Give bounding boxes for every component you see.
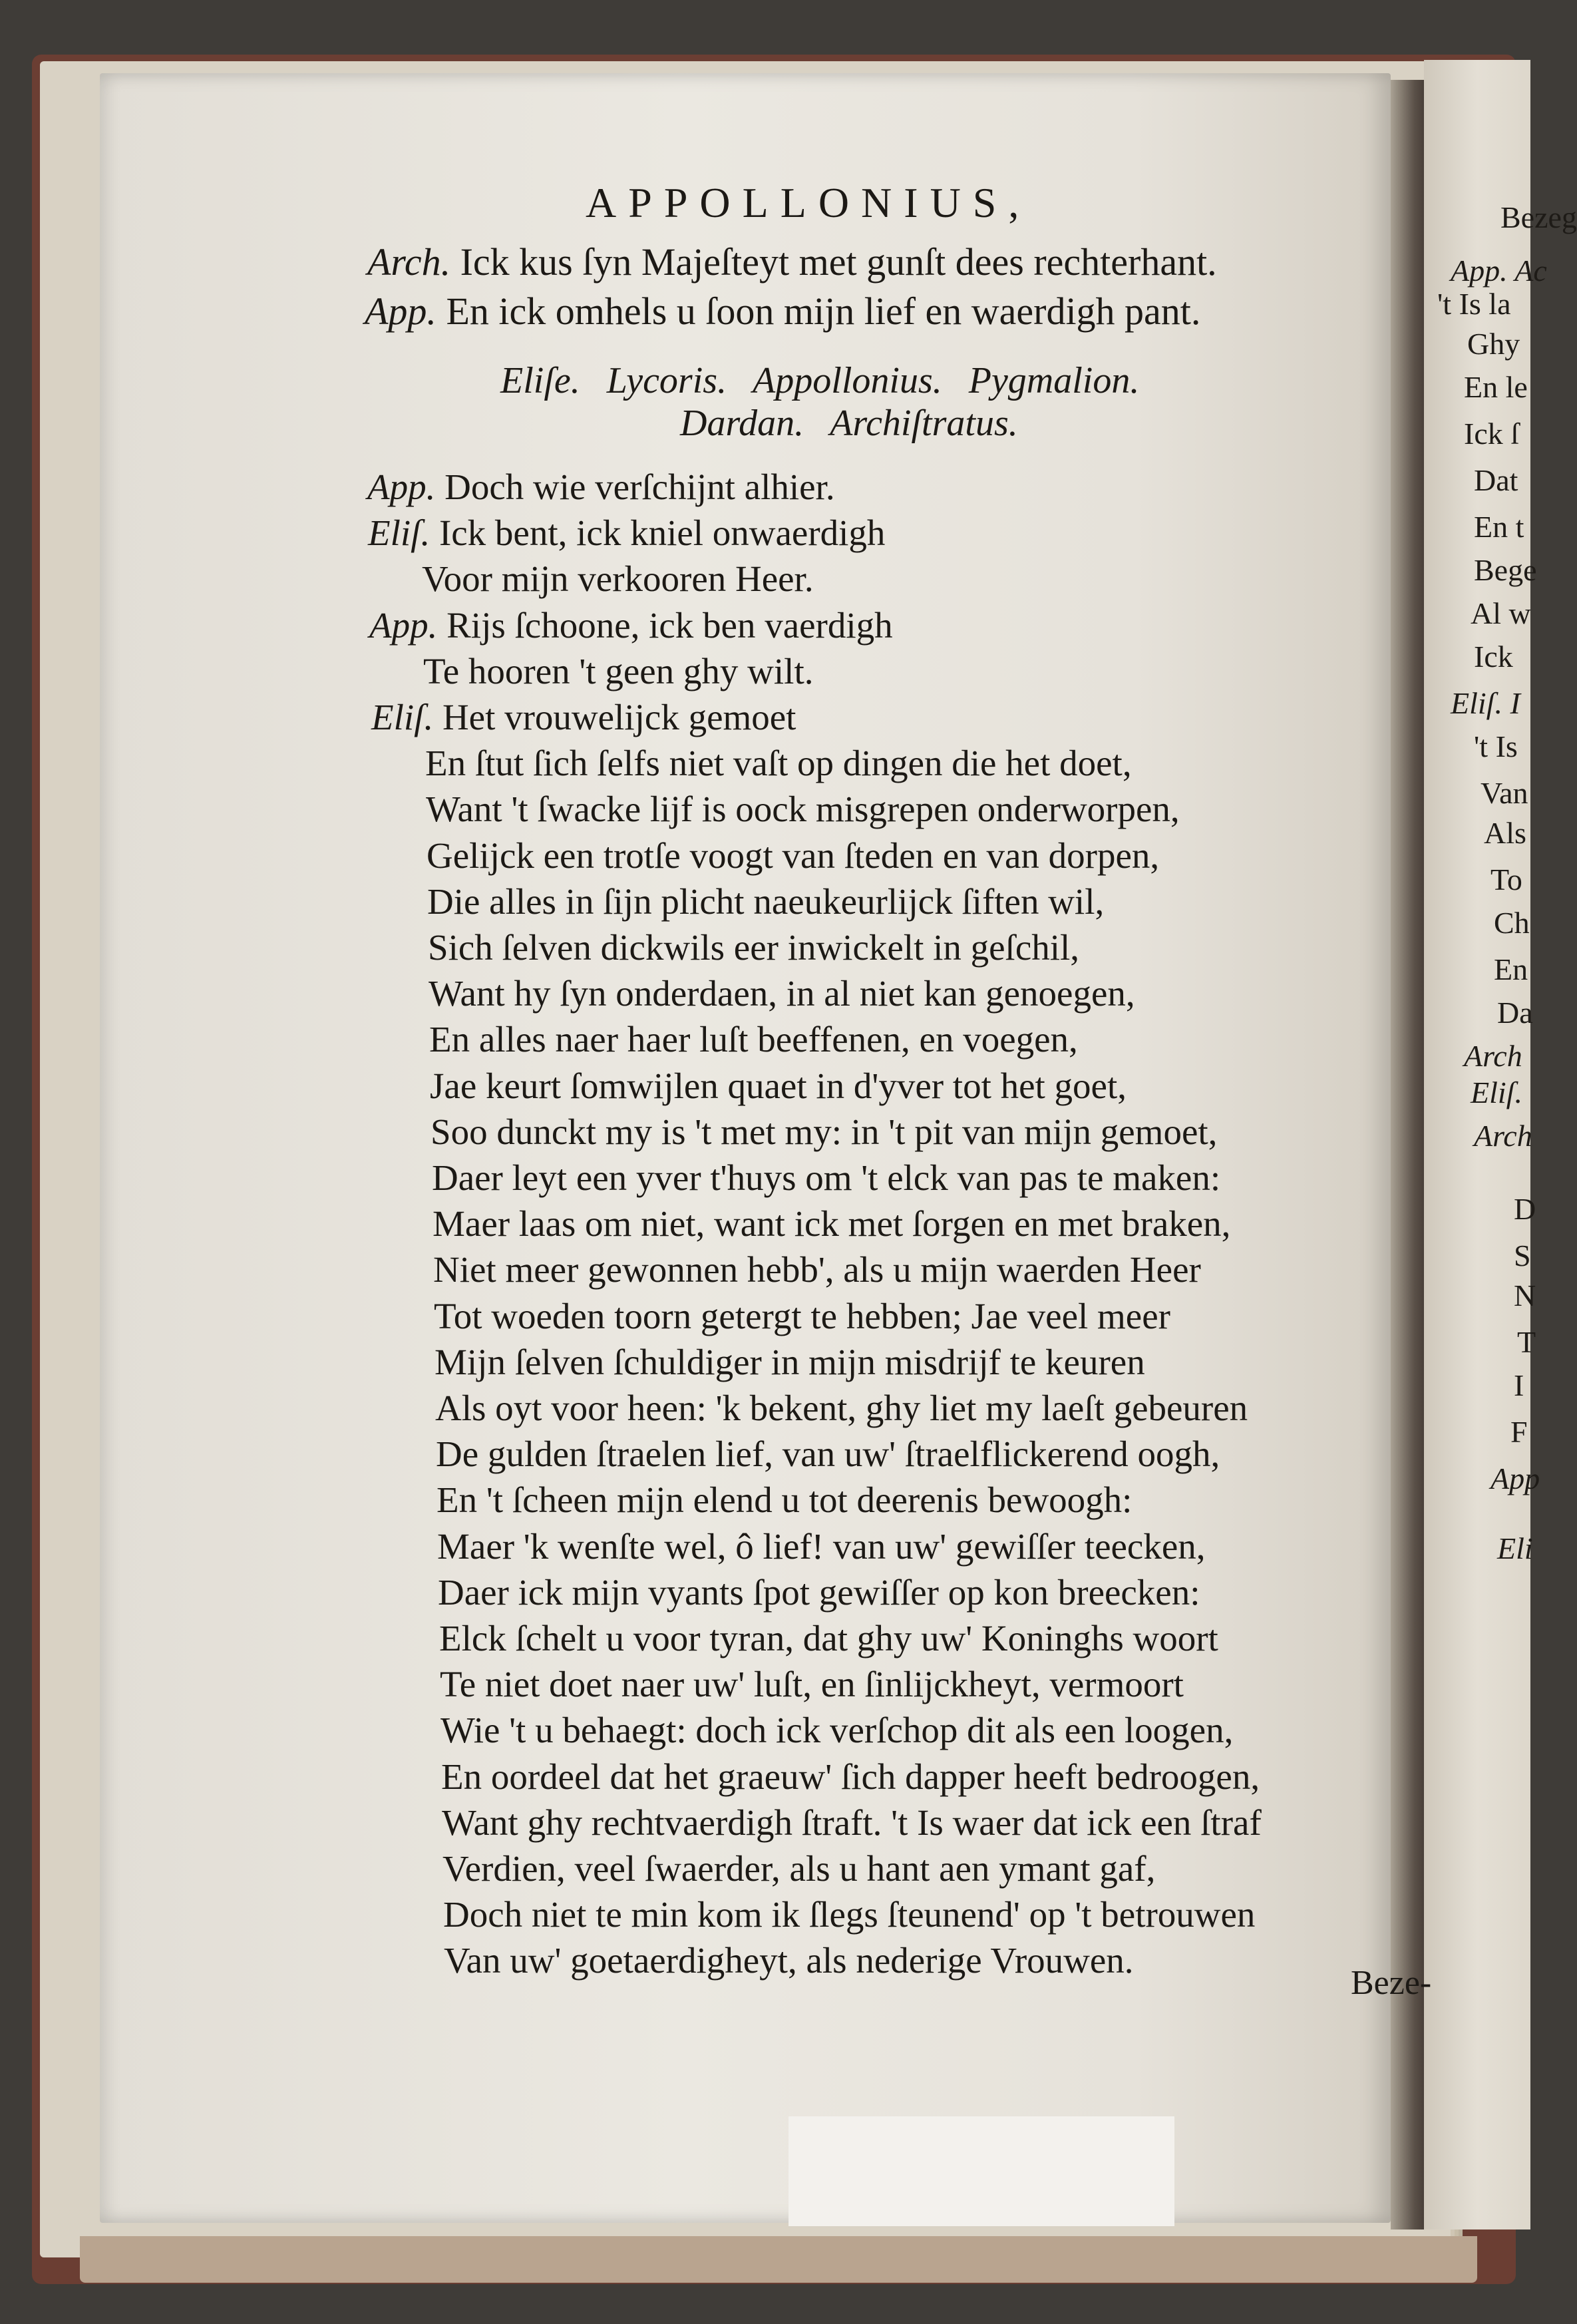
- verse-text: Doch niet te min kom ik ſlegs ſteunend' op 't betrouwen: [443, 1894, 1256, 1935]
- verse-line: [443, 1893, 1255, 1935]
- facing-page-fragment: Eli: [1497, 1531, 1533, 1565]
- facing-page-fragment: T: [1517, 1325, 1536, 1359]
- verse-line: [428, 926, 1079, 968]
- verse-line: [367, 466, 835, 508]
- verse-text: Maer 'k wenſte wel, ô lief! van uw' gewiſſer teecken,: [437, 1526, 1206, 1567]
- verse-text: Verdien, veel ſwaerder, als u hant aen ymant gaf,: [442, 1848, 1156, 1889]
- verse-line: [435, 1341, 1145, 1383]
- verse-text: En ick omhels u ſoon mijn lief en waerdigh pant.: [446, 290, 1201, 333]
- verse-text: Want hy ſyn onderdaen, in al niet kan genoegen,: [429, 973, 1135, 1014]
- verse-line: [371, 696, 796, 738]
- verse-text: Wie 't u behaegt: doch ick verſchop dit als een loogen,: [440, 1710, 1234, 1750]
- facing-page-fragment: To: [1490, 863, 1522, 896]
- verse-text: De gulden ſtraelen lief, van uw' ſtraelflickerend oogh,: [436, 1434, 1220, 1474]
- verse-line: [368, 512, 885, 554]
- facing-page-fragment: En: [1494, 952, 1528, 986]
- facing-page-fragment: S: [1514, 1239, 1531, 1272]
- verse-line: [438, 1571, 1200, 1613]
- facing-page-fragment: Bezeg: [1500, 200, 1577, 234]
- facing-page-fragment: Ghy: [1467, 327, 1520, 361]
- dramatis-personae-line-1: Eliſe. Lycoris. Appollonius. Pygmalion.: [500, 360, 1140, 401]
- verse-text: Die alles in ſijn plicht naeukeurlijck ſiften wil,: [427, 881, 1105, 922]
- verse-text: Sich ſelven dickwils eer inwickelt in geſchil,: [428, 927, 1080, 968]
- facing-page-fragment: Da: [1497, 996, 1533, 1030]
- facing-page-fragment: 't Is la: [1437, 287, 1511, 321]
- facing-page-fragment: Bege: [1474, 553, 1537, 587]
- facing-page-fragment: App: [1490, 1461, 1540, 1495]
- running-head: APPOLLONIUS,: [586, 179, 1031, 226]
- opening-line-2: [365, 289, 1200, 333]
- verse-line: [432, 1157, 1220, 1199]
- verse-text: Voor mijn verkooren Heer.: [422, 558, 814, 599]
- verse-text: En 't ſcheen mijn elend u tot deerenis bewoogh:: [437, 1479, 1133, 1520]
- facing-page-fragment: Al w: [1471, 596, 1531, 630]
- facing-page-fragment: Dat: [1474, 463, 1518, 497]
- facing-page-fragment: I: [1514, 1368, 1524, 1402]
- verse-line: [427, 880, 1104, 922]
- verse-line: [436, 1433, 1220, 1475]
- speaker-name: Eliſ.: [368, 512, 431, 553]
- verse-text: Te niet doet naer uw' luſt, en ſinlijckheyt, vermoort: [440, 1664, 1184, 1704]
- verse-text: Rijs ſchoone, ick ben vaerdigh: [446, 605, 893, 646]
- verse-line: [440, 1709, 1233, 1751]
- facing-page-fragment: Ick ſ: [1464, 417, 1520, 451]
- verse-line: [433, 1203, 1230, 1245]
- facing-page-fragment: F: [1510, 1415, 1528, 1449]
- verse-line: [442, 1847, 1155, 1889]
- verse-text: Want ghy rechtvaerdigh ſtraft. 't Is waer dat ick een ſtraf: [442, 1802, 1262, 1843]
- verse-text: Daer ick mijn vyants ſpot gewiſſer op kon breecken:: [438, 1572, 1200, 1613]
- verse-text: Niet meer gewonnen hebb', als u mijn waerden Heer: [433, 1249, 1201, 1290]
- facing-page-fragment: Eliſ. I: [1451, 686, 1520, 720]
- verse-line: [434, 1295, 1170, 1337]
- verse-line: [435, 1387, 1248, 1429]
- verse-text: Elck ſchelt u voor tyran, dat ghy uw' Koninghs woort: [439, 1618, 1218, 1658]
- facing-page-fragment: Van: [1481, 776, 1528, 810]
- verse-text: Mijn ſelven ſchuldiger in mijn misdrijf te keuren: [435, 1342, 1145, 1382]
- catchword: Beze-: [1351, 1964, 1432, 2002]
- speaker-name: Eliſ.: [371, 697, 434, 737]
- facing-page-fragment: Ch: [1494, 906, 1530, 940]
- verse-line: [426, 788, 1180, 830]
- verse-line: [440, 1663, 1184, 1705]
- verse-line: [437, 1525, 1206, 1567]
- verse-text: Daer leyt een yver t'huys om 't elck van pas te maken:: [432, 1157, 1221, 1198]
- facing-page-fragment: Ick: [1474, 640, 1513, 674]
- verse-text: Ick kus ſyn Majeſteyt met gunſt dees rechterhant.: [460, 240, 1217, 284]
- verse-line: [429, 972, 1135, 1014]
- facing-page-fragment: App. Ac: [1451, 254, 1547, 288]
- verse-text: En alles naer haer luſt beeffenen, en voegen,: [429, 1019, 1078, 1060]
- verse-line: [439, 1617, 1218, 1659]
- facing-page-fragment: D: [1514, 1192, 1536, 1226]
- opening-line-1: [367, 240, 1217, 284]
- verse-line: [433, 1249, 1201, 1290]
- verse-text: Soo dunckt my is 't met my: in 't pit van mijn gemoet,: [431, 1111, 1218, 1152]
- facing-page-fragment: 't Is: [1474, 729, 1518, 763]
- verse-line: [369, 604, 893, 646]
- binding-bottom-edge: [80, 2236, 1477, 2283]
- verse-line: [430, 1065, 1127, 1107]
- verse-text: Te hooren 't geen ghy wilt.: [423, 651, 814, 691]
- speaker-name: App.: [365, 290, 437, 333]
- facing-page-fragment: N: [1514, 1278, 1536, 1312]
- verse-text: Ick bent, ick kniel onwaerdigh: [438, 512, 886, 553]
- facing-page-fragment: Als: [1484, 816, 1526, 850]
- verse-text: Van uw' goetaerdigheyt, als nederige Vrouwen.: [444, 1940, 1134, 1981]
- speaker-name: Arch.: [367, 240, 451, 284]
- redaction-box: [788, 2116, 1174, 2226]
- dramatis-personae-line-2: Dardan. Archiſtratus.: [680, 403, 1018, 444]
- verse-text: Doch wie verſchijnt alhier.: [444, 467, 835, 507]
- verse-line: [442, 1802, 1262, 1843]
- facing-page-fragment: Eliſ.: [1471, 1075, 1522, 1109]
- verse-line: [444, 1939, 1134, 1981]
- verse-line: [425, 742, 1132, 784]
- facing-page-fragment: Arch: [1474, 1119, 1532, 1153]
- verse-text: En ſtut ſich ſelfs niet vaſt op dingen die het doet,: [425, 743, 1132, 783]
- verse-line: [429, 1018, 1078, 1060]
- verse-text: Want 't ſwacke lijf is oock misgrepen onderworpen,: [426, 789, 1180, 829]
- speaker-name: App.: [369, 605, 438, 646]
- verse-text: Het vrouwelijck gemoet: [442, 697, 796, 737]
- facing-page-fragment: En t: [1474, 510, 1524, 544]
- speaker-name: App.: [367, 467, 436, 507]
- verse-text: Jae keurt ſomwijlen quaet in d'yver tot het goet,: [430, 1065, 1127, 1106]
- verse-line: [422, 558, 814, 600]
- verse-text: En oordeel dat het graeuw' ſich dapper heeft bedroogen,: [441, 1756, 1260, 1797]
- verse-text: Maer laas om niet, want ick met ſorgen en met braken,: [433, 1203, 1231, 1244]
- verse-line: [441, 1756, 1260, 1798]
- facing-page-fragment: Arch: [1464, 1039, 1522, 1073]
- verse-line: [431, 1111, 1217, 1153]
- verse-line: [437, 1479, 1132, 1521]
- verse-text: Tot woeden toorn getergt te hebben; Jae veel meer: [434, 1296, 1170, 1336]
- verse-line: [423, 650, 813, 692]
- verse-text: Gelijck een trotſe voogt van ſteden en van dorpen,: [427, 835, 1160, 876]
- facing-page-fragment: En le: [1464, 370, 1528, 404]
- verse-line: [427, 835, 1159, 876]
- verse-text: Als oyt voor heen: 'k bekent, ghy liet my laeſt gebeuren: [435, 1388, 1248, 1428]
